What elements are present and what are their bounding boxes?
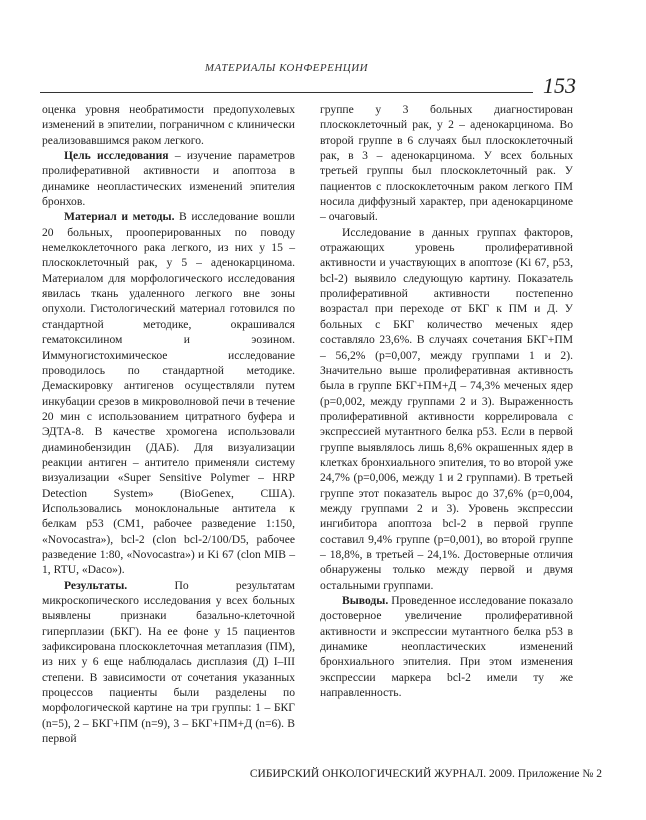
aim-paragraph xyxy=(42,148,295,209)
methods-heading: Материал и методы. xyxy=(64,210,175,224)
conclusions-paragraph xyxy=(320,593,573,700)
results-heading: Результаты. xyxy=(64,578,128,592)
journal-footer: СИБИРСКИЙ ОНКОЛОГИЧЕСКИЙ ЖУРНАЛ. 2009. Приложение № 2 xyxy=(249,768,602,780)
aim-text: – изучение параметров пролиферативной активности и апоптоза в динамике неопластических изменений эпителия бронхов. xyxy=(42,149,295,209)
aim-heading: Цель исследования xyxy=(64,149,169,163)
left-column xyxy=(42,102,295,746)
conclusions-text: Проведенное исследование показало достоверное увеличение пролиферативной активности и экспрессии мутантного белка p53 в динамике неопластических изменений бронхиального эпителия. При этом изменения экспрессии маркера bcl-2 имели ту же направленность. xyxy=(320,594,573,700)
page-number: 153 xyxy=(543,73,576,98)
header-rule xyxy=(40,92,533,93)
results-text: По результатам микроскопического исследования у всех больных выявлены признаки базально-клеточной гиперплазии (БКГ). На ее фоне у 15 пациентов зафиксирована плоскоклеточная метаплазия (ПМ), из них у 6 еще наблюдалась дисплазия (Д) I–III степени. В зависимости от сочетания указанных процессов пациенты были разделены по морфологической картине на три группы: 1 – БКГ (n=5), 2 – БКГ+ПМ (n=9), 3 – БКГ+ПМ+Д (n=6). В первой xyxy=(42,578,295,746)
left-paragraph-continuation: оценка уровня необратимости предопухолевых изменений в эпителии, пограничном с клинически реализовавшимся раком легкого. xyxy=(42,103,295,147)
right-paragraph-continuation: группе у 3 больных диагностирован плоскоклеточный рак, у 2 – аденокарцинома. Во второй группе в 6 случаях был плоскоклеточный рак, в 3 – аденокарцинома. У всех больных третьей группы был плоскоклеточный рак. У пациентов с плоскоклеточным раком легкого ПМ носила диффузный характер, при аденокарциноме – очаговый. xyxy=(320,103,573,224)
results-paragraph xyxy=(42,578,295,747)
methods-text: В исследование вошли 20 больных, прооперированных по поводу немелкоклеточного рака легкого, из них у 15 – плоскоклеточный рак, у 5 – аденокарцинома. Материалом для морфологического исследования явилась ткань удаленного легкого вне зоны опухоли. Гистологический материал готовился по стандартной методике, окрашивался гематоксилином и эозином. Иммуногистохимическое исследование проводилось по стандартной методике. Демаскировку антигенов осуществляли путем инкубации срезов в микроволновой печи в течение 20 мин с использованием цитратного буфера и ЭДТА-8. В качестве хромогена использовали диаминобензидин (ДАБ). Для визуализации реакции антиген – антитело применяли систему визуализации «Super Sensitive Polymer – HRP Detection System» (BioGenex, США). Использовались моноклональные антитела к белкам p53 (CM1, рабочее разведение 1:150, «Novocastra»), bcl-2 (clon bcl-2/100/D5, рабочее разведение 1:80, «Novocastra») и Ki 67 (clon MIB – 1, RTU, «Daco»). xyxy=(42,210,296,577)
methods-paragraph xyxy=(42,209,295,577)
running-header-title: МАТЕРИАЛЫ КОНФЕРЕНЦИИ xyxy=(204,62,369,74)
conclusions-heading: Выводы. xyxy=(342,594,389,607)
right-column xyxy=(320,102,573,700)
analysis-paragraph: Исследование в данных группах факторов, отражающих уровень пролиферативной активности и участвующих в апоптозе (Ki 67, p53, bcl-2) выявило следующую картину. Показатель пролиферативной активности постепенно возрастал при переходе от БКГ к ПМ и Д. У больных с БКГ количество меченых ядер составляло 23,6%. В случаях сочетания БКГ+ПМ – 56,2% (p=0,007, между группами 1 и 2). Значительно выше пролиферативная активность была в группе БКГ+ПМ+Д – 74,3% меченых ядер (p=0,002, между группами 2 и 3). Выраженность пролиферативной активности коррелировала с экспрессией мутантного белка p53. Если в первой группе выявлялось лишь 8,6% окрашенных ядер в клетках бронхиального эпителия, то во второй уже 24,7% (p=0,006, между 1 и 2 группами). В третьей группе этот показатель вырос до 37,6% (p=0,004, между группами 2 и 3). Уровень экспрессии ингибитора апоптоза bcl-2 в первой группе составил 9,4% группе (p=0,001), во второй группе – 18,8%, в третьей – 24,1%. Достоверные отличия обнаружены только между первой и двумя остальными группами. xyxy=(320,225,573,592)
